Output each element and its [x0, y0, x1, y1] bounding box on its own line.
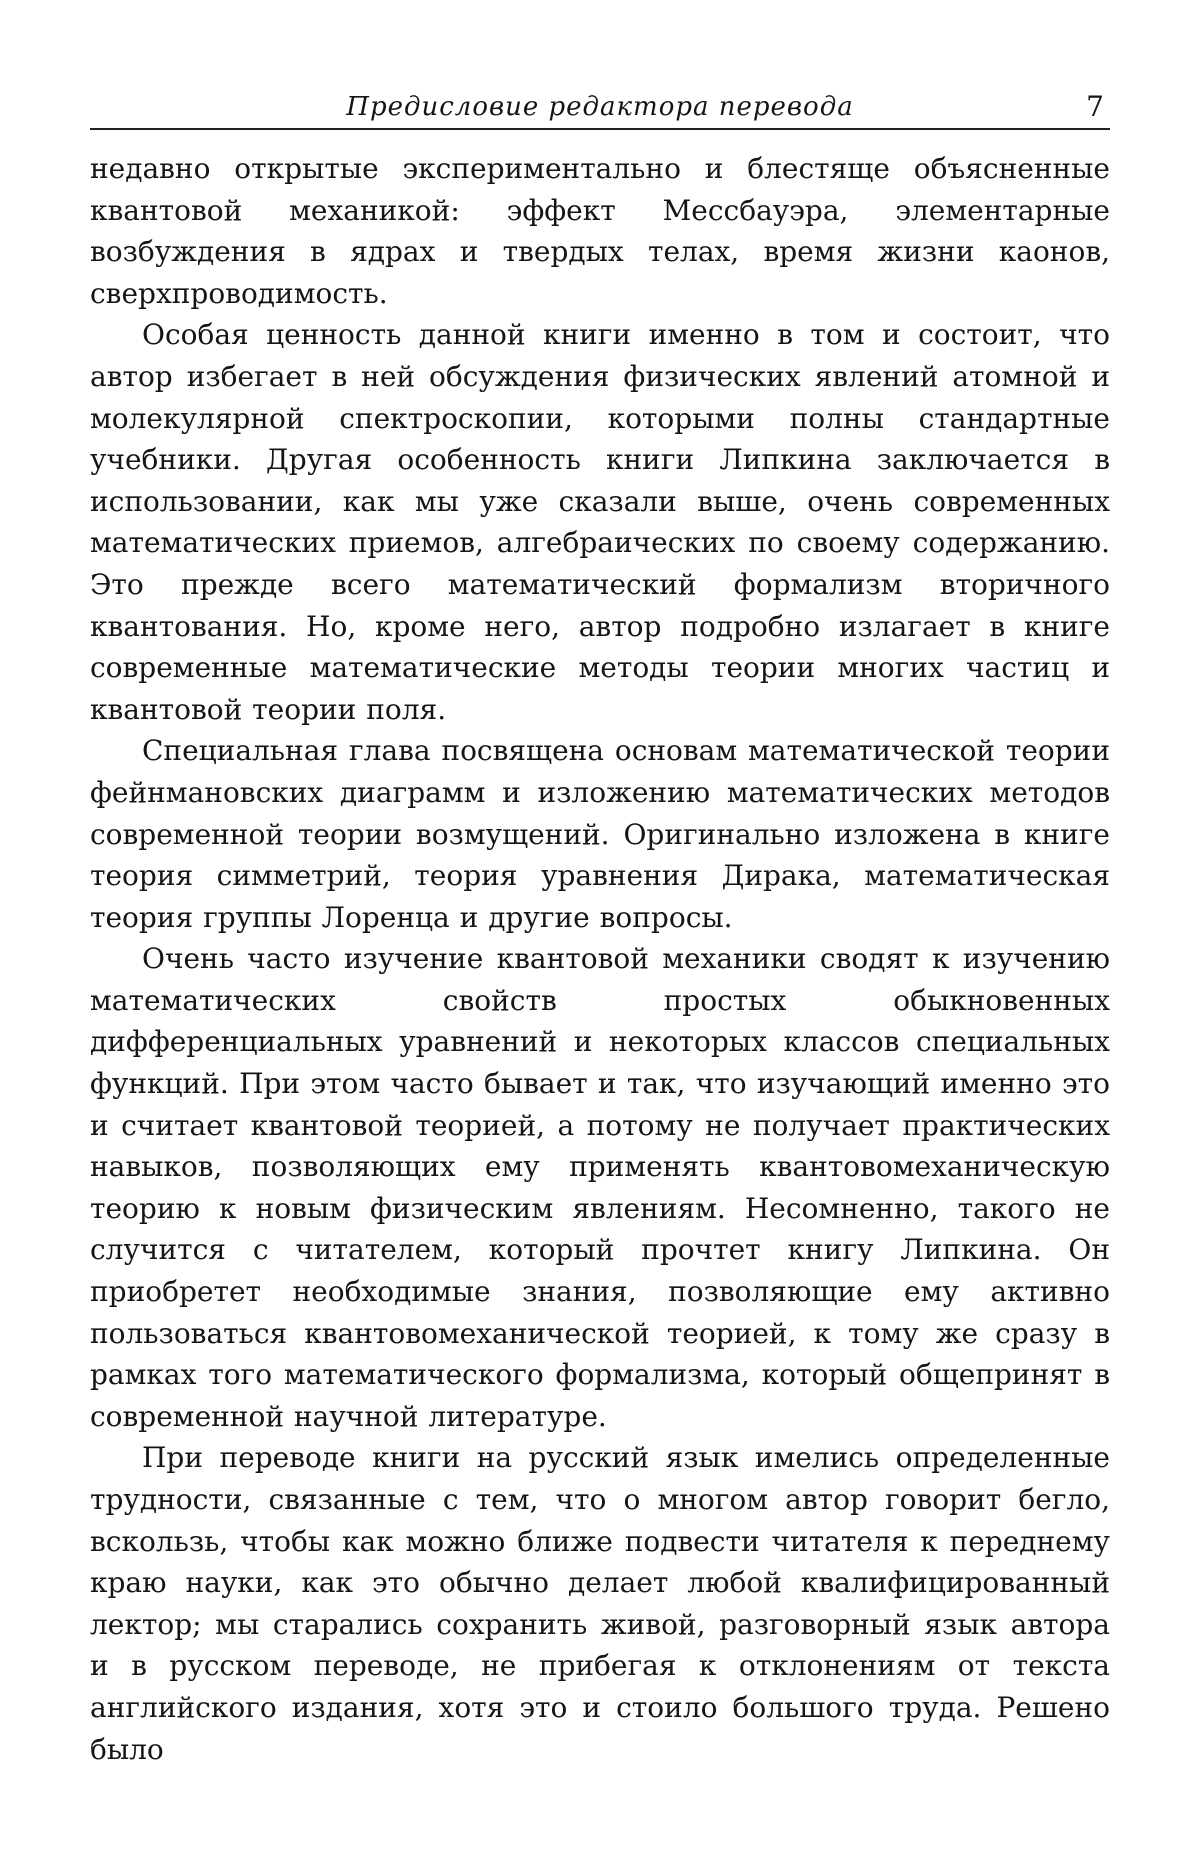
paragraph-translation-notes: При переводе книги на русский язык имелись определенные трудности, связанные с тем, что о многом автор говорит бегло, вскользь, чтобы как можно ближе подвести читателя к переднему краю науки, как это обычно делает любой квалифицированный лектор; мы старались сохранить живой, разговорный язык автора и в русском переводе, не прибегая к отклонениям от текста английского издания, хотя это и стоило большого труда. Решено было: [90, 1441, 1110, 1766]
paragraph-special-chapter: Специальная глава посвящена основам математической теории фейнмановских диаграмм и изложению математических методов современной теории возмущений. Оригинально изложена в книге теория симметрий, теория уравнения Дирака, математическая теория группы Лоренца и другие вопросы.: [90, 734, 1110, 934]
running-head: [90, 88, 1110, 130]
running-title: Предисловие редактора перевода: [346, 92, 854, 122]
paragraph-study-of-qm: Очень часто изучение квантовой механики сводят к изучению математических свойств простых обыкновенных дифференциальных уравнений и некоторых классов специальных функций. При этом часто бывает и так, что изучающий именно это и считает квантовой теорией, а потому не получает практических навыков, позволяющих ему применять квантовомеханическую теорию к новым физическим явлениям. Несомненно, такого не случится с читателем, который прочтет книгу Липкина. Он приобретет необходимые знания, позволяющие ему активно пользоваться квантовомеханической теорией, к тому же сразу в рамках того математического формализма, который общепринят в современной научной литературе.: [90, 942, 1110, 1433]
page-number: 7: [1086, 90, 1104, 123]
body-text: [90, 148, 1110, 1770]
paragraph-value-of-book: Особая ценность данной книги именно в том и состоит, что автор избегает в ней обсуждения физических явлений атомной и молекулярной спектроскопии, которыми полны стандартные учебники. Другая особенность книги Липкина заключается в использовании, как мы уже сказали выше, очень современных математических приемов, алгебраических по своему содержанию. Это прежде всего математический формализм вторичного квантования. Но, кроме него, автор подробно излагает в книге современные математические методы теории многих частиц и квантовой теории поля.: [90, 318, 1110, 726]
book-page: [90, 88, 1110, 1770]
paragraph-continuation: недавно открытые экспериментально и блестяще объясненные квантовой механикой: эффект Мессбауэра, элементарные возбуждения в ядрах и твердых телах, время жизни каонов, сверхпроводимость.: [90, 152, 1110, 310]
